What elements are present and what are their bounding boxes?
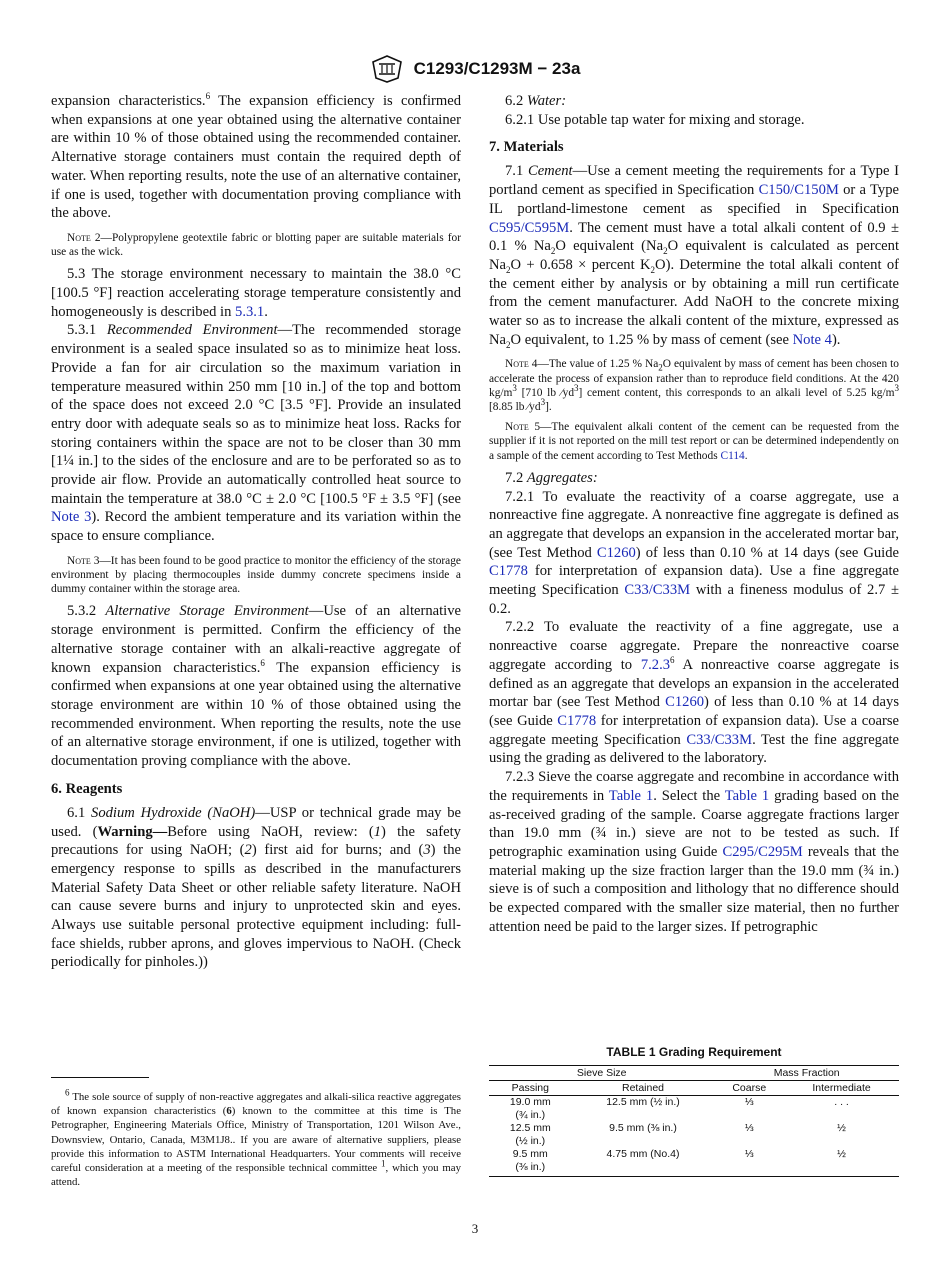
- table-row: [489, 1148, 899, 1161]
- link-c295[interactable]: C295/C295M: [722, 843, 803, 860]
- grading-table: [489, 1065, 899, 1177]
- paragraph-5-3-2: 5.3.2 Alternative Storage Environment—Use of an alternative storage environment is permitted. Confirm the efficiency of the alternative storage container with an alkali-reactive aggregate of known expansion characteristics.$^6$ The expansion efficiency is confirmed when expansions at one year obtained using the alternative storage environment are within 10 % of those obtained using the recommended environment. When reporting the results, note the use of an alternative storage environment, if one is utilized, together with documentation proving compliance with the above.: [51, 603, 461, 770]
- cell-passing-in: (¾ in.): [515, 1109, 546, 1121]
- cell-intermediate: ½: [837, 1122, 846, 1134]
- paragraph-continued: expansion characteristics.$^6$ The expansion efficiency is confirmed when expansions at one year obtained using the alternative container are within 10 % of those obtained using the recommended container. Alternative storage containers must contain the required depth of water. When reporting results, note the use of an alternative container, if one is used, together with documentation proving compliance with the above.: [51, 91, 461, 222]
- col-group-mass-fraction: Mass Fraction: [714, 1066, 899, 1081]
- cell-retained: 12.5 mm (½ in.): [606, 1096, 680, 1108]
- astm-logo-icon: [370, 54, 404, 84]
- link-table-1[interactable]: Table 1: [724, 787, 770, 804]
- paragraph-6-2: 6.2 Water:: [505, 93, 567, 109]
- table-1: [489, 1045, 899, 1177]
- section-6-heading: 6. Reagents: [51, 780, 123, 797]
- paragraph-5-3-1: 5.3.1 Recommended Environment—The recommended storage environment is a sealed space insulated so as to minimize heat loss. Provide a fan for air circulation so the maximum variation in temperature measured within 250 mm [10 in.] of the top and bottom of the space does not exceed 2.0 °C [3.5 °F]. Provide an insulated entry door with adequate seals so as to minimize heat loss. Racks for storing containers within the space are not to be closer than 30 mm [1¼ in.] to the sides of the enclosure and are to be perforated so as to provide air flow. Provide an automatically controlled heat source to maintain the temperature at 38.0 °C ± 2.0 °C [100.5 °F ± 3.5 °F] (see Note 3). Record the ambient temperature and its variation within the space to ensure compliance.: [51, 322, 461, 545]
- link-c33[interactable]: C33/C33M: [686, 731, 753, 748]
- col-header-intermediate: Intermediate: [784, 1081, 899, 1096]
- cell-intermediate: ½: [837, 1148, 846, 1160]
- table-row: [489, 1109, 899, 1122]
- paragraph-5-3: 5.3 The storage environment necessary to maintain the 38.0 °C [100.5 °F] reaction accelerating storage temperature consistently and homogeneously is described in 5.3.1.: [51, 266, 461, 320]
- left-column: [51, 92, 461, 972]
- col-group-sieve-size: Sieve Size: [489, 1066, 714, 1081]
- note-2: Note 2—Polypropylene geotextile fabric or blotting paper are suitable materials for use as the wick.: [51, 231, 461, 259]
- link-c1778[interactable]: C1778: [557, 713, 597, 729]
- document-designation: C1293/C1293M − 23a: [413, 59, 581, 78]
- paragraph-7-1: 7.1 Cement—Use a cement meeting the requirements for a Type I portland cement as specified in Specification C150/C150M or a Type IL portland-limestone cement as specified in Specification C595/C595M. The cement must have a total alkali content of 0.9 ± 0.1 % $Na_2O$ equivalent ($Na_2O$ equivalent is calculated as percent $Na_2O + 0.658$ × percent $K_2O$). Determine the total alkali content of the cement either by analysis or by obtaining a mill run certificate from the cement manufacturer. Add NaOH to the concrete mixing water so as to increase the alkali content of the mixture, expressed as $Na_2O$ equivalent, to 1.25 % by mass of cement (see Note 4).: [489, 163, 900, 350]
- col-header-retained: Retained: [572, 1081, 715, 1096]
- cell-passing: 9.5 mm: [512, 1148, 548, 1160]
- paragraph-7-2: 7.2 Aggregates:: [505, 469, 598, 486]
- link-note-3[interactable]: Note 3: [51, 509, 92, 526]
- cell-retained: 4.75 mm (No.4): [606, 1148, 680, 1160]
- link-c1260[interactable]: C1260: [596, 544, 636, 561]
- link-c1260[interactable]: C1260: [665, 694, 705, 711]
- col-header-passing: Passing: [489, 1081, 572, 1096]
- footnote-6: $^6$ The sole source of supply of non-reactive aggregates and alkali-silica reactive aggregates of known expansion characteristics (6) known to the committee at this time is The Petrographer, Engineering Materials Office, Ministry of Transportation, 1201 Wilson Ave., Downsview, Ontario, Canada, M3M1J8.. If you are aware of alternative suppliers, please provide this information to ASTM International Headquarters. Your comments will receive careful consideration at a meeting of the responsible technical committee $^1$, which you may attend.: [51, 1087, 461, 1189]
- link-c114[interactable]: C114: [720, 449, 745, 462]
- cell-coarse: ⅓: [744, 1148, 754, 1160]
- link-table-1[interactable]: Table 1: [608, 787, 654, 804]
- cell-coarse: ⅓: [744, 1122, 754, 1134]
- cell-passing-in: (½ in.): [515, 1135, 546, 1147]
- paragraph-7-2-3: 7.2.3 Sieve the coarse aggregate and recombine in accordance with the requirements in Table 1. Select the Table 1 grading based on the as-received grading of the sample. Coarse aggregate fractions larger than 19.0 mm (¾ in.) sieve are not to be tested as such. If petrographic examination using Guide C295/C295M reveals that the material making up the size fraction larger than the 19.0 mm (¾ in.) sieve is of such a composition and lithology that no difference should be expected compared with the smaller size material, then no further attention need be paid to the larger sizes. If petrographic: [489, 769, 900, 935]
- note-5: Note 5—The equivalent alkali content of the cement can be requested from the supplier if it is not reported on the mill test report or can be determined independently on a sample of the cement according to Test Methods C114.: [489, 421, 899, 462]
- cell-intermediate: . . .: [834, 1096, 849, 1108]
- table-row: [489, 1122, 899, 1135]
- link-c33[interactable]: C33/C33M: [624, 582, 691, 599]
- table-row: [489, 1096, 899, 1110]
- table-row: [489, 1161, 899, 1177]
- note-4: Note 4—The value of 1.25 % $Na_2O$ equivalent by mass of cement has been chosen to accelerate the process of expansion rather than to reproduce field conditions. At the 420 $kg/m^3$ [710 lb $⁄yd^3$] cement content, this corresponds to an alkali level of 5.25 $kg/m^3$ [8.85 lb $⁄yd^3$].: [489, 358, 899, 414]
- paragraph-7-2-2: 7.2.2 To evaluate the reactivity of a fine aggregate, use a nonreactive coarse aggregate. Prepare the nonreactive coarse aggregate according to 7.2.3$^6$ A nonreactive coarse aggregate is defined as an aggregate that develops an expansion in the accelerated mortar bar (see Test Method C1260) of less than 0.10 % at 14 days (see Guide C1778 for interpretation of expansion data). Use a coarse aggregate meeting Specification C33/C33M. Test the fine aggregate using the grading as delivered to the laboratory.: [489, 619, 900, 767]
- link-c595[interactable]: C595/C595M: [489, 219, 570, 236]
- link-5-3-1[interactable]: 5.3.1: [235, 303, 265, 320]
- note-3: Note 3—It has been found to be good practice to monitor the efficiency of the storage environment by placing thermocouples inside dummy concrete specimens inside a dummy container within the storage area.: [51, 554, 461, 596]
- link-c1778[interactable]: C1778: [489, 563, 528, 580]
- table-row: [489, 1135, 899, 1148]
- page-number: 3: [471, 1221, 479, 1236]
- right-column: [489, 92, 899, 936]
- page-header: [0, 54, 950, 84]
- paragraph-6-2-1: 6.2.1 Use potable tap water for mixing and storage.: [505, 111, 805, 128]
- paragraph-7-2-1: 7.2.1 To evaluate the reactivity of a coarse aggregate, use a nonreactive fine aggregate. A nonreactive fine aggregate is defined as an aggregate that develops an expansion in the accelerated mortar bar, (see Test Method C1260) of less than 0.10 % at 14 days (see Guide C1778 for interpretation of expansion data). Use a fine aggregate meeting Specification C33/C33M with a fineness modulus of 2.7 ± 0.2.: [489, 488, 899, 617]
- cell-passing: 12.5 mm: [509, 1122, 551, 1134]
- cell-coarse: ⅓: [744, 1096, 754, 1108]
- cell-passing: 19.0 mm: [509, 1096, 551, 1108]
- table-title: TABLE 1 Grading Requirement: [606, 1045, 782, 1059]
- footnote-rule: [51, 1077, 149, 1078]
- link-c150[interactable]: C150/C150M: [758, 182, 839, 199]
- col-header-coarse: Coarse: [714, 1081, 784, 1096]
- paragraph-6-1: 6.1 Sodium Hydroxide (NaOH)—USP or technical grade may be used. (Warning—Before using NaOH, review: (1) the safety precautions for using NaOH; (2) first aid for burns; and (3) the emergency response to spills as described in the manufacturers Material Safety Data Sheet or other reliable safety literature. NaOH can cause severe burns and injury to unprotected skin and eyes. Always use suitable personal protective equipment including: full-face shields, rubber aprons, and gloves impervious to NaOH. (Check periodically for pinholes.)): [51, 804, 462, 971]
- section-7-heading: 7. Materials: [489, 139, 564, 156]
- cell-passing-in: (⅜ in.): [489, 1161, 572, 1177]
- cell-retained: 9.5 mm (⅜ in.): [609, 1122, 677, 1134]
- link-note-4[interactable]: Note 4: [792, 331, 832, 348]
- link-7-2-3[interactable]: 7.2.3: [640, 656, 671, 673]
